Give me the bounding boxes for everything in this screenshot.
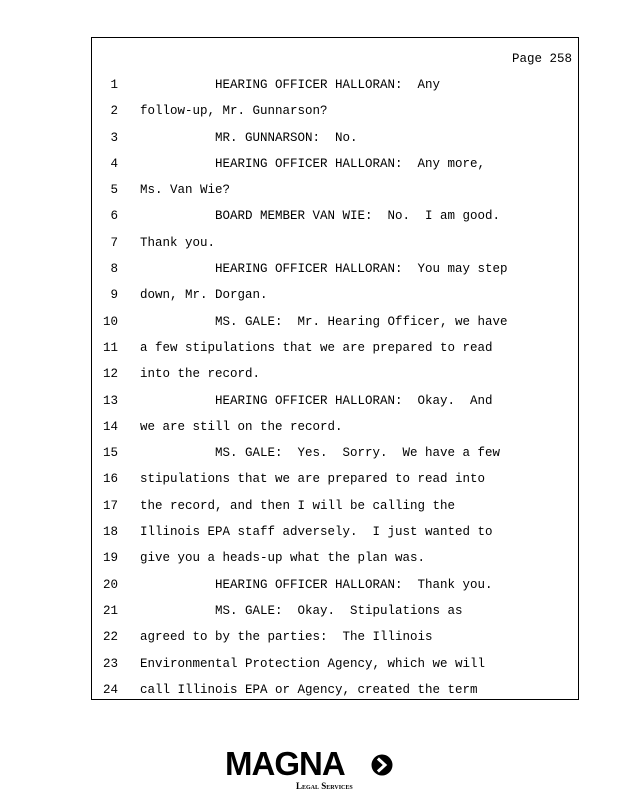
- line-text: call Illinois EPA or Agency, created the term: [140, 682, 478, 697]
- logo-wordmark: MAGNA: [225, 745, 345, 782]
- line-number: 21: [102, 603, 118, 618]
- transcript-line: [92, 230, 578, 256]
- transcript-line: [92, 309, 578, 335]
- line-text: BOARD MEMBER VAN WIE: No. I am good.: [215, 209, 501, 224]
- transcript-line: [92, 72, 578, 98]
- line-text: Ms. Van Wie?: [140, 183, 231, 198]
- line-number: 18: [102, 525, 118, 540]
- line-number: 17: [102, 498, 118, 513]
- transcript-line: [92, 388, 578, 414]
- transcript-lines: [92, 72, 578, 703]
- line-number: 5: [110, 183, 118, 198]
- line-text: MS. GALE: Yes. Sorry. We have a few: [215, 446, 501, 461]
- transcript-line: [92, 651, 578, 677]
- transcript-line: [92, 572, 578, 598]
- transcript-line: [92, 282, 578, 308]
- transcript-line: [92, 440, 578, 466]
- line-number: 24: [102, 682, 118, 697]
- line-text: Illinois EPA staff adversely. I just wanted to: [140, 525, 493, 540]
- line-text: stipulations that we are prepared to read into: [140, 472, 486, 487]
- transcript-line: [92, 151, 578, 177]
- line-number: 13: [102, 393, 118, 408]
- line-number: 7: [110, 235, 118, 250]
- line-text: follow-up, Mr. Gunnarson?: [140, 104, 328, 119]
- line-number: 23: [102, 656, 118, 671]
- logo-subtitle: Legal Services: [296, 781, 353, 791]
- line-number: 4: [110, 156, 118, 171]
- transcript-line: [92, 677, 578, 703]
- line-text: we are still on the record.: [140, 419, 343, 434]
- line-number: 19: [102, 551, 118, 566]
- transcript-page: [91, 37, 579, 700]
- line-number: 15: [102, 446, 118, 461]
- line-text: down, Mr. Dorgan.: [140, 288, 268, 303]
- line-number: 2: [110, 104, 118, 119]
- line-text: HEARING OFFICER HALLORAN: Any more,: [215, 156, 486, 171]
- transcript-line: [92, 177, 578, 203]
- line-text: into the record.: [140, 367, 261, 382]
- page-number-label: Page 258: [511, 52, 572, 66]
- line-text: HEARING OFFICER HALLORAN: You may step: [215, 262, 508, 277]
- line-number: 16: [102, 472, 118, 487]
- transcript-line: [92, 598, 578, 624]
- transcript-line: [92, 125, 578, 151]
- line-text: MS. GALE: Okay. Stipulations as: [215, 603, 463, 618]
- transcript-line: [92, 519, 578, 545]
- magna-logo: [225, 746, 395, 796]
- line-number: 12: [102, 367, 118, 382]
- line-text: MR. GUNNARSON: No.: [215, 130, 358, 145]
- line-text: a few stipulations that we are prepared to read: [140, 340, 493, 355]
- line-number: 11: [102, 340, 118, 355]
- line-number: 9: [110, 288, 118, 303]
- transcript-line: [92, 203, 578, 229]
- transcript-line: [92, 624, 578, 650]
- line-number: 6: [110, 209, 118, 224]
- transcript-line: [92, 493, 578, 519]
- transcript-line: [92, 335, 578, 361]
- line-text: MS. GALE: Mr. Hearing Officer, we have: [215, 314, 508, 329]
- line-number: 22: [102, 630, 118, 645]
- transcript-line: [92, 414, 578, 440]
- line-number: 1: [110, 78, 118, 92]
- line-text: the record, and then I will be calling the: [140, 498, 456, 513]
- line-text: give you a heads-up what the plan was.: [140, 551, 426, 566]
- transcript-line: [92, 361, 578, 387]
- transcript-line: [92, 256, 578, 282]
- line-number: 20: [102, 577, 118, 592]
- line-text: HEARING OFFICER HALLORAN: Okay. And: [215, 393, 493, 408]
- line-text: HEARING OFFICER HALLORAN: Any: [215, 78, 441, 92]
- line-text: agreed to by the parties: The Illinois: [140, 630, 433, 645]
- transcript-line: [92, 545, 578, 571]
- line-number: 3: [110, 130, 118, 145]
- line-number: 8: [110, 262, 118, 277]
- transcript-line: [92, 466, 578, 492]
- line-number: 10: [102, 314, 118, 329]
- transcript-line: [92, 98, 578, 124]
- line-text: HEARING OFFICER HALLORAN: Thank you.: [215, 577, 493, 592]
- line-text: Environmental Protection Agency, which we will: [140, 656, 486, 671]
- line-text: Thank you.: [140, 235, 216, 250]
- chevron-right-circle-icon: [371, 754, 393, 776]
- line-number: 14: [102, 419, 118, 434]
